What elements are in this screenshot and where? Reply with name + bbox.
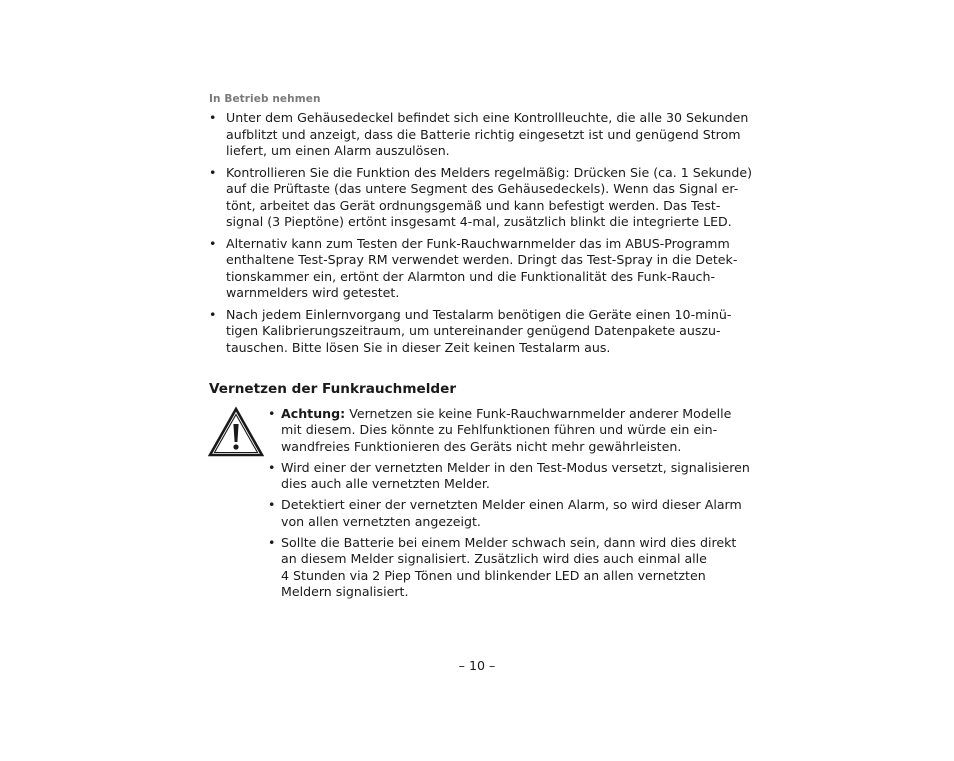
text-line: tauschen. Bitte lösen Sie in dieser Zeit keinen Testalarm aus. — [226, 339, 611, 355]
text-line: Sollte die Batterie bei einem Melder schwach sein, dann wird dies direkt — [281, 535, 737, 551]
page-number: – 10 – — [458, 658, 496, 673]
text-line: Meldern signalisiert. — [281, 583, 409, 599]
text-line: mit diesem. Dies könnte zu Fehlfunktionen führen und würde ein ein- — [281, 422, 718, 438]
list-item — [268, 460, 758, 493]
list-item — [268, 535, 758, 600]
text-line: liefert, um einen Alarm auszulösen. — [226, 143, 450, 158]
list-item — [209, 110, 754, 160]
bullet-icon: • — [268, 535, 276, 551]
list-item — [268, 497, 758, 530]
bullet-icon: • — [209, 110, 217, 125]
warning-label: Achtung: — [281, 406, 346, 421]
intro-bullet-list — [209, 110, 754, 361]
text-line: 4 Stunden via 2 Piep Tönen und blinkender LED an allen vernetzten — [281, 567, 706, 583]
bullet-icon: • — [209, 235, 217, 251]
section-heading: Vernetzen der Funkrauchmelder — [209, 381, 457, 397]
text-line: signal (3 Pieptöne) ertönt insgesamt 4-mal, zusätzlich blinkt die integrierte LED. — [226, 214, 732, 229]
warning-icon — [208, 406, 264, 458]
text-line: auf die Prüftaste (das untere Segment des Gehäusedeckels). Wenn das Signal er- — [226, 181, 739, 196]
list-item — [209, 165, 754, 231]
text-line: tönt, arbeitet das Gerät ordnungsgemäß und kann befestigt werden. Das Test- — [226, 197, 721, 213]
text-line: von allen vernetzten angezeigt. — [281, 513, 481, 529]
text-line: Detektiert einer der vernetzten Melder einen Alarm, so wird dieser Alarm — [281, 497, 742, 513]
warning-text: Vernetzen sie keine Funk-Rauchwarnmelder anderer Modelle — [345, 406, 732, 421]
list-item — [268, 406, 758, 455]
text-line: Kontrollieren Sie die Funktion des Melders regelmäßig: Drücken Sie (ca. 1 Sekunde) — [226, 164, 753, 180]
bullet-icon: • — [268, 406, 276, 421]
text-line: warnmelders wird getestet. — [226, 285, 400, 300]
text-line: tigen Kalibrierungszeitraum, um untereinander genügend Datenpakete auszu- — [226, 323, 721, 338]
text-line: tionskammer ein, ertönt der Alarmton und die Funktionalität des Funk-Rauch- — [226, 268, 716, 284]
text-line: enthaltene Test-Spray RM verwendet werden. Dringt das Test-Spray in die Detek- — [226, 252, 738, 267]
text-line: an diesem Melder signalisiert. Zusätzlich wird dies auch einmal alle — [281, 551, 707, 567]
bullet-icon: • — [268, 497, 276, 513]
text-line: Alternativ kann zum Testen der Funk-Rauchwarnmelder das im ABUS-Programm — [226, 235, 730, 251]
text-line: Nach jedem Einlernvorgang und Testalarm benötigen die Geräte einen 10-minü- — [226, 306, 732, 322]
bullet-icon: • — [209, 164, 217, 180]
text-line: aufblitzt und anzeigt, dass die Batterie richtig eingesetzt ist und genügend Strom — [226, 126, 741, 142]
text-line: wandfreies Funktionieren des Geräts nicht mehr gewährleisten. — [281, 438, 682, 454]
text-line: dies auch alle vernetzten Melder. — [281, 476, 490, 492]
text-line: Wird einer der vernetzten Melder in den Test-Modus versetzt, signalisieren — [281, 459, 750, 475]
list-item — [209, 236, 754, 302]
text-line — [281, 406, 758, 422]
bullet-icon: • — [209, 306, 217, 322]
list-item — [209, 307, 754, 357]
bullet-icon: • — [268, 459, 276, 475]
running-head: In Betrieb nehmen — [209, 93, 321, 105]
network-bullet-list — [268, 406, 758, 605]
text-line: Unter dem Gehäusedeckel befindet sich eine Kontrollleuchte, die alle 30 Sekunden — [226, 110, 749, 125]
